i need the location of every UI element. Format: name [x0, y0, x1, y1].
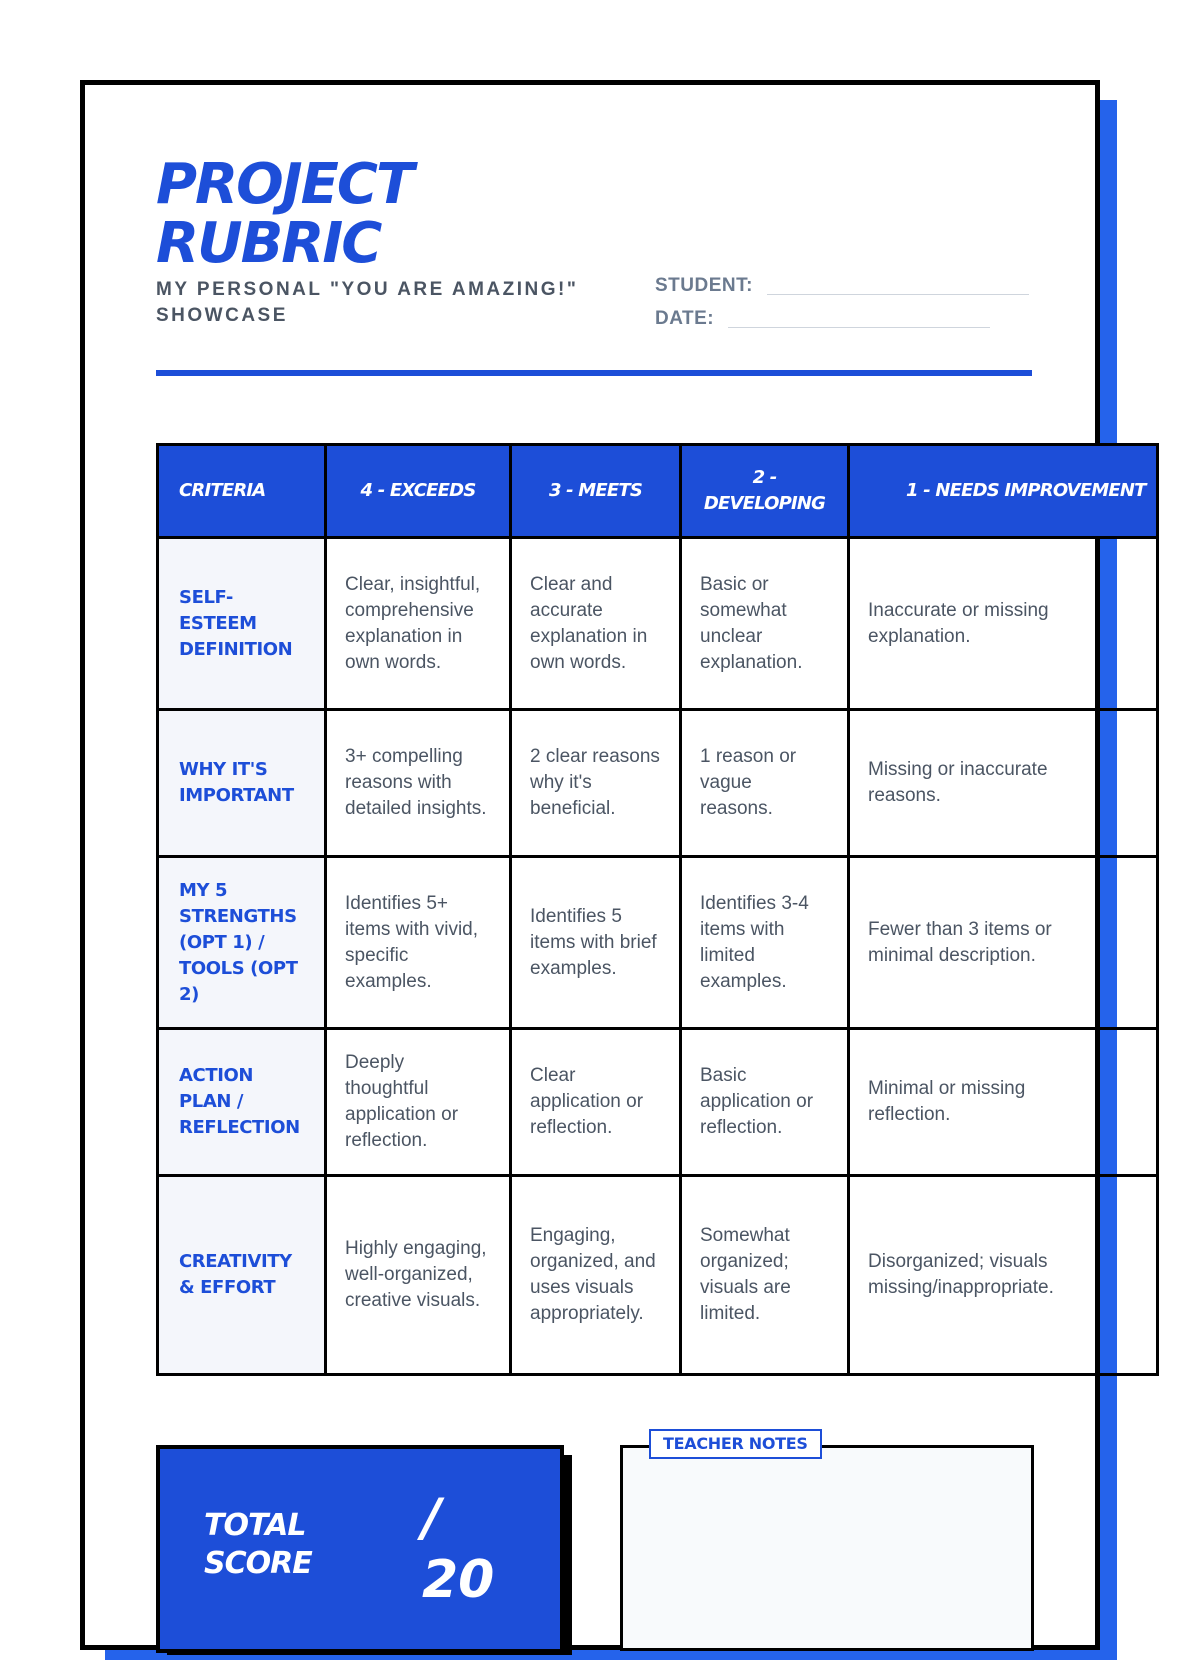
student-label: STUDENT:	[655, 275, 753, 296]
title-line-1: PROJECT	[156, 152, 413, 217]
header-divider	[156, 370, 1032, 376]
rubric-table-container	[156, 443, 1146, 1383]
student-input-line[interactable]	[767, 293, 1029, 295]
rubric-page	[80, 80, 1146, 1650]
header-meets: 3 - MEETS	[511, 445, 681, 538]
developing-cell: Somewhat organized; visuals are limited.	[681, 1176, 849, 1375]
teacher-notes-area[interactable]	[620, 1445, 1034, 1651]
score-total-value: 20	[422, 1550, 495, 1610]
needs-cell: Missing or inaccurate reasons.	[849, 710, 1158, 857]
meets-cell: Clear application or reflection.	[511, 1029, 681, 1176]
meets-cell: Identifies 5 items with brief examples.	[511, 857, 681, 1029]
total-score-box	[156, 1445, 564, 1653]
student-field	[655, 271, 1029, 297]
criteria-cell: SELF-ESTEEM DEFINITION	[158, 538, 326, 710]
developing-cell: Basic or somewhat unclear explanation.	[681, 538, 849, 710]
developing-cell: 1 reason or vague reasons.	[681, 710, 849, 857]
criteria-cell: MY 5 STRENGTHS (OPT 1) / TOOLS (OPT 2)	[158, 857, 326, 1029]
developing-cell: Identifies 3-4 items with limited examples.	[681, 857, 849, 1029]
page-title	[156, 152, 413, 276]
meets-cell: Engaging, organized, and uses visuals appropriately.	[511, 1176, 681, 1375]
criteria-cell: CREATIVITY & EFFORT	[158, 1176, 326, 1375]
meets-cell: Clear and accurate explanation in own words.	[511, 538, 681, 710]
date-field	[655, 304, 990, 330]
table-row	[158, 857, 1158, 1029]
table-row	[158, 710, 1158, 857]
table-row	[158, 1176, 1158, 1375]
criteria-cell: WHY IT'S IMPORTANT	[158, 710, 326, 857]
needs-cell: Disorganized; visuals missing/inappropriate.	[849, 1176, 1158, 1375]
developing-cell: Basic application or reflection.	[681, 1029, 849, 1176]
rubric-table	[156, 443, 1159, 1376]
teacher-notes-label: TEACHER NOTES	[649, 1429, 822, 1459]
title-line-2: RUBRIC	[156, 211, 381, 276]
table-header-row	[158, 445, 1158, 538]
total-score-label: TOTAL SCORE	[204, 1508, 312, 1581]
header-developing: 2 - DEVELOPING	[681, 445, 849, 538]
meets-cell: 2 clear reasons why it's beneficial.	[511, 710, 681, 857]
needs-cell: Fewer than 3 items or minimal description.	[849, 857, 1158, 1029]
header-needs-improvement: 1 - NEEDS IMPROVEMENT	[849, 445, 1158, 538]
score-slash: /	[422, 1488, 441, 1548]
exceeds-cell: Identifies 5+ items with vivid, specific examples.	[326, 857, 511, 1029]
needs-cell: Minimal or missing reflection.	[849, 1029, 1158, 1176]
exceeds-cell: 3+ compelling reasons with detailed insights.	[326, 710, 511, 857]
table-row	[158, 1029, 1158, 1176]
date-label: DATE:	[655, 308, 715, 329]
exceeds-cell: Clear, insightful, comprehensive explanation in own words.	[326, 538, 511, 710]
needs-cell: Inaccurate or missing explanation.	[849, 538, 1158, 710]
table-row	[158, 538, 1158, 710]
page-subtitle: MY PERSONAL "YOU ARE AMAZING!" SHOWCASE	[156, 279, 579, 326]
date-input-line[interactable]	[728, 326, 990, 328]
exceeds-cell: Highly engaging, well-organized, creative visuals.	[326, 1176, 511, 1375]
header-criteria: CRITERIA	[158, 445, 326, 538]
exceeds-cell: Deeply thoughtful application or reflection.	[326, 1029, 511, 1176]
criteria-cell: ACTION PLAN / REFLECTION	[158, 1029, 326, 1176]
header-exceeds: 4 - EXCEEDS	[326, 445, 511, 538]
